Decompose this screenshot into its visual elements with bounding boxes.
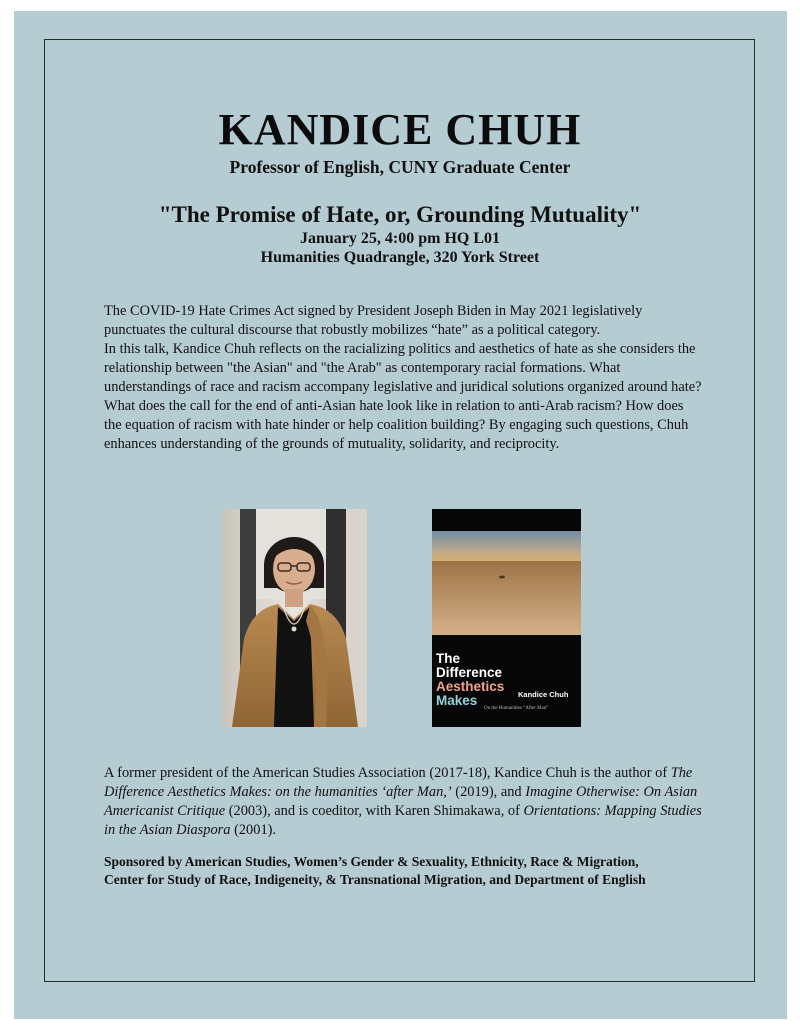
talk-location: Humanities Quadrangle, 320 York Street [260,249,540,266]
poster-frame [44,39,755,982]
speaker-portrait-illustration [222,509,367,727]
book-author: Kandice Chuh [518,690,569,699]
abstract-paragraph-2: In this talk, Kandice Chuh reflects on the racializing politics and aesthetics of hate as she considers the relationship between "the Asian" and "the Arab" as contemporary racial formations. What understandings of race and racism accompany legislative and juridical solutions organized around hate? What does the call for the end of anti-Asian hate look like in relation to anti-Arab racism? How does the equation of racism with hate hinder or help coalition building? By engaging such questions, Chuh enhances understanding of the grounds of mutuality, solidarity, and reciprocity. [104,341,702,452]
talk-datetime: January 25, 4:00 pm HQ L01 [299,230,500,247]
bio-book-2: Imagine Otherwise: On Asian Americanist Critique [104,784,698,819]
book-cover [432,509,581,727]
talk-abstract [104,302,704,454]
talk-title: "The Promise of Hate, or, Grounding Mutuality" [158,202,642,227]
bio-text-4: (2001). [230,822,277,838]
bio-text-3: (2003), and is coeditor, with Karen Shimakawa, of [225,803,524,819]
sponsors: Sponsored by American Studies, Women’s Gender & Sexuality, Ethnicity, Race & Migration, Center for Study of Race, Indigeneity, & Transnational Migration, and Department of English [104,854,646,887]
speaker-bio [104,764,704,840]
book-title-line-2: Difference [436,665,503,680]
book-title [436,652,516,708]
book-subtitle: On the Humanities “After Man” [484,706,549,711]
book-title-line-3: Aesthetics [436,679,505,694]
speaker-photo [222,509,367,727]
bio-book-3: Orientations: Mapping Studies in the Asian Diaspora [104,803,702,838]
book-title-line-1: The [436,651,461,666]
bio-text-2: (2019), and [451,784,526,800]
bio-text-1: A former president of the American Studies Association (2017-18), Kandice Chuh is the author of [104,765,671,781]
speaker-name: KANDICE CHUH [218,105,582,154]
book-title-line-4: Makes [436,693,478,708]
abstract-paragraph-1: The COVID-19 Hate Crimes Act signed by President Joseph Biden in May 2021 legislatively punctuates the cultural discourse that robustly mobilizes “hate” as a political category. [104,303,643,338]
speaker-affiliation: Professor of English, CUNY Graduate Center [229,157,571,177]
bio-book-1: The Difference Aesthetics Makes: on the humanities ‘after Man,’ [104,765,693,800]
